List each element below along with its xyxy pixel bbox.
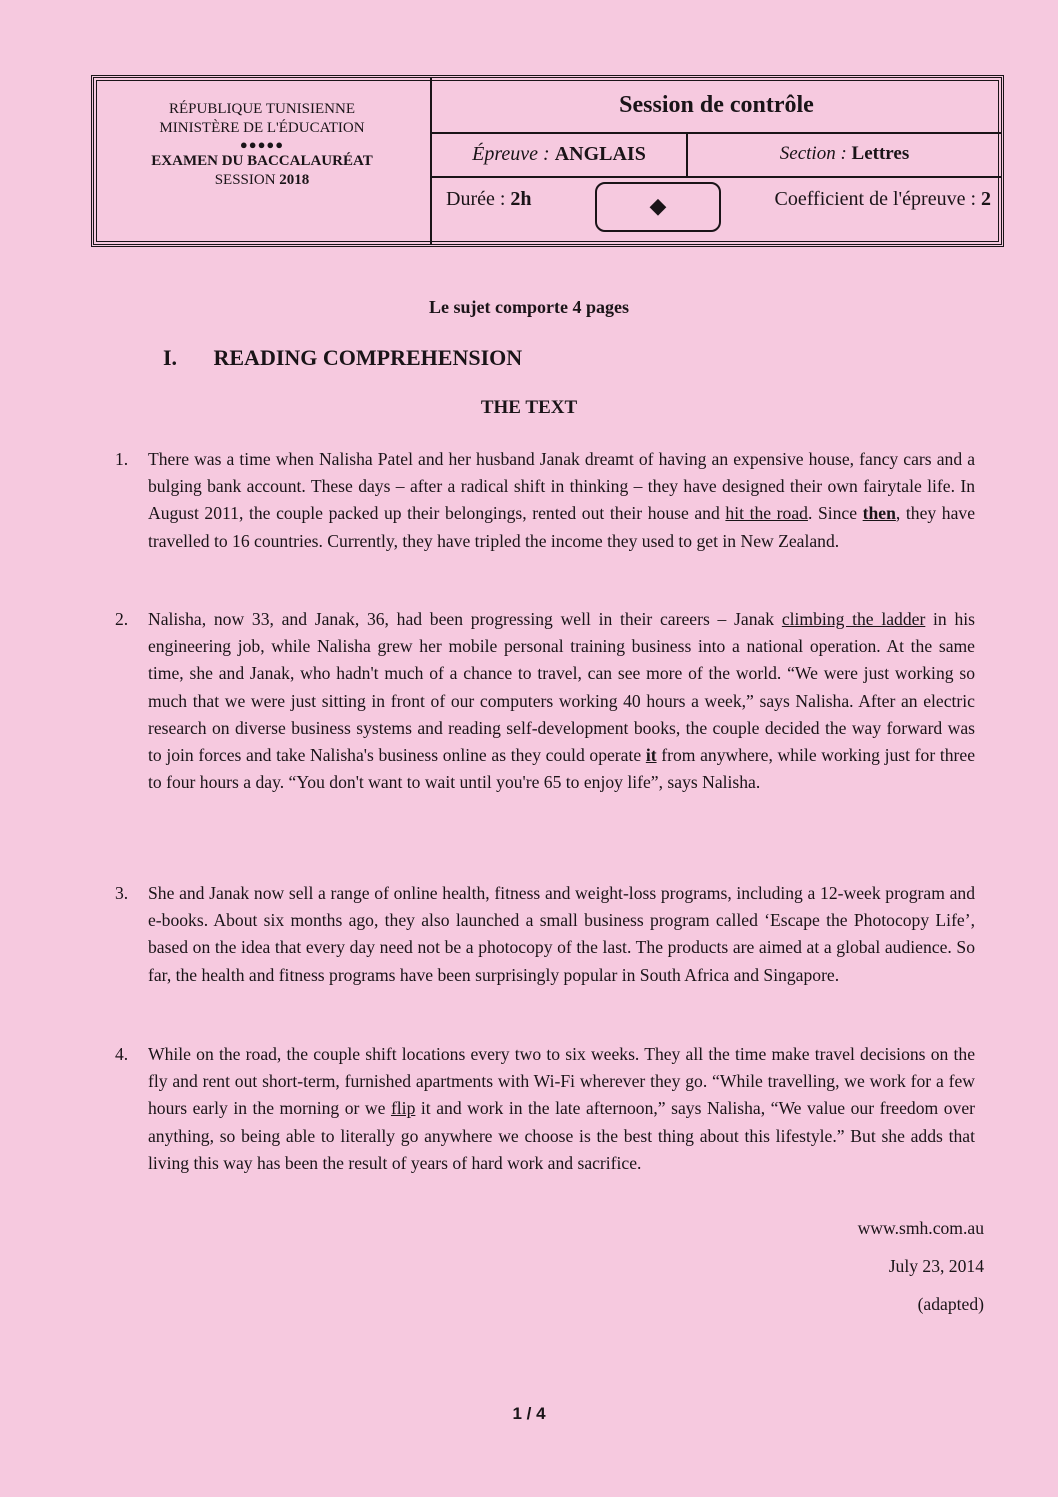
text-run: in his engineering job, while Nalisha grew her mobile personal training business into a national operation. At the same time, she and Janak, who hadn't much of a chance to travel, can see more of the world. “We were just working so much that we were just sitting in front of our computers working 40 hours a week,” says Nalisha. After an electric research on diverse business systems and reading self-development books, the couple decided the way forward was to join forces and take Nalisha's business online as they could operate	[148, 609, 975, 766]
session-type: Session de contrôle	[432, 78, 1001, 134]
subject-pages-note: Le sujet comporte 4 pages	[429, 297, 629, 317]
underlined-bold-word: then	[862, 503, 896, 524]
exam-header-table	[91, 75, 1004, 247]
source-site: www.smh.com.au	[857, 1218, 984, 1238]
session-line	[94, 171, 430, 190]
diamond-icon: ◆	[595, 182, 721, 232]
epreuve-value: ANGLAIS	[554, 143, 646, 165]
page-number: 1 / 4	[512, 1404, 546, 1423]
epreuve-label: Épreuve :	[472, 143, 550, 165]
source-note: (adapted)	[917, 1294, 984, 1314]
subject-row	[432, 132, 1001, 178]
paragraph-2	[115, 606, 975, 796]
header-institution-cell	[94, 78, 432, 244]
underlined-word: flip	[390, 1098, 416, 1119]
coefficient	[775, 176, 991, 222]
text-run: There was a time when Nalisha Patel and her husband Janak dreamt of having an expensive house, fancy cars and a bulging bank account. These days – after a radical shift in thinking – they have designed their own fairytale life. In August 2011, the couple packed up their belongings, rented out their house and	[148, 449, 975, 524]
paragraph-number: 3.	[115, 883, 129, 903]
source-date: July 23, 2014	[888, 1256, 984, 1276]
country-name: RÉPUBLIQUE TUNISIENNE	[169, 101, 355, 117]
session-year: 2018	[279, 172, 310, 188]
paragraph-number: 4.	[115, 1044, 129, 1064]
section-title: READING COMPREHENSION	[213, 345, 523, 370]
text-run: While on the road, the couple shift locations every two to six weeks. They all the time make travel decisions on the fly and rent out short-term, furnished apartments with Wi-Fi wherever they go. “While travelling, we work for a few hours early in the morning or we	[148, 1044, 975, 1119]
text-run: from anywhere, while working just for three to four hours a day. “You don't want to wait until you're 65 to enjoy life”, says Nalisha.	[148, 745, 976, 793]
paragraph-body	[148, 880, 975, 989]
text-run: it and work in the late afternoon,” says Nalisha, “We value our freedom over anything, so being able to literally go anywhere we choose is the best thing about this lifestyle.” But she adds that living this way has been the result of years of hard work and sacrifice.	[148, 1098, 975, 1173]
duration-value: 2h	[510, 188, 532, 210]
session-label: SESSION	[214, 172, 276, 188]
paragraph-body	[148, 446, 975, 555]
paragraph-body	[148, 1041, 975, 1177]
underlined-phrase: climbing the ladder	[781, 609, 926, 629]
text-run: She and Janak now sell a range of online health, fitness and weight-loss programs, including a 12-week program and e-books. About six months ago, they also launched a small business program called ‘Escape the Photocopy Life’, based on the idea that every day need not be a photocopy of the last. The products are aimed at a global audience. So far, the health and fitness programs have been surprisingly popular in South Africa and Singapore.	[148, 883, 975, 985]
paragraph-number: 2.	[115, 609, 129, 629]
underlined-bold-word: it	[645, 745, 657, 766]
paragraph-number: 1.	[115, 449, 129, 469]
paragraph-4	[115, 1041, 975, 1177]
section-number: I.	[163, 345, 178, 370]
coefficient-value: 2	[981, 188, 991, 210]
exam-name: EXAMEN DU BACCALAURÉAT	[151, 153, 373, 169]
section-heading	[163, 345, 522, 371]
section-value: Lettres	[851, 143, 910, 164]
paragraph-1	[115, 446, 975, 555]
coefficient-label: Coefficient de l'épreuve :	[774, 188, 976, 210]
section-label: Section :	[779, 143, 847, 164]
text-run: , they have travelled to 16 countries. Currently, they have tripled the income they used to get in New Zealand.	[148, 503, 975, 551]
ministry-name: MINISTÈRE DE L'ÉDUCATION	[159, 120, 365, 136]
paragraph-3	[115, 880, 975, 989]
paragraph-body	[148, 606, 975, 796]
decorative-dots: ●●●●●	[239, 137, 285, 152]
section-cell	[688, 132, 1001, 176]
text-run: . Since	[807, 503, 863, 524]
underlined-phrase: hit the road	[725, 503, 808, 524]
epreuve-cell	[432, 132, 688, 176]
header-details	[432, 78, 1001, 244]
text-run: Nalisha, now 33, and Janak, 36, had been progressing well in their careers – Janak	[148, 609, 782, 629]
text-title: THE TEXT	[480, 397, 578, 418]
duration	[446, 176, 532, 222]
duration-row	[432, 176, 1001, 244]
duration-label: Durée :	[446, 188, 506, 210]
